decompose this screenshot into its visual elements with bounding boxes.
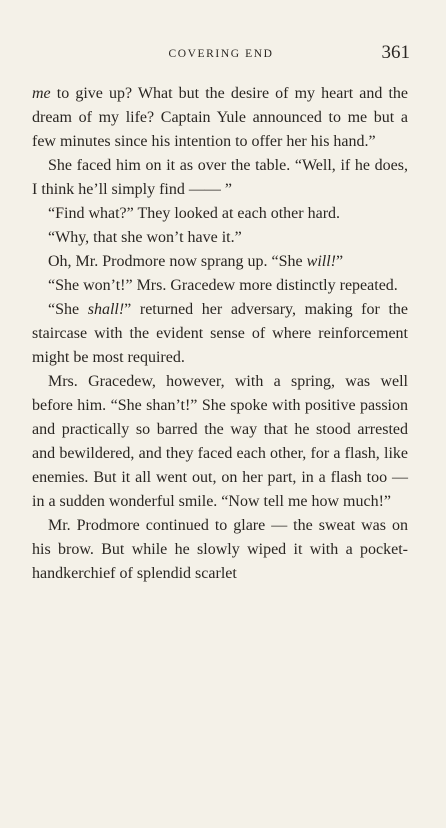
text-run: “She won’t!” Mrs. Gracedew more distinctly repeated. xyxy=(48,277,398,294)
text-run: Mrs. Gracedew, however, with a spring, was well before him. “She shan’t!” She spoke with positive passion and practically so barred the way that he stood arrested and bewildered, and they faced each other, for a flash, like enemies. But it all went out, on her part, in a flash too — in a sudden wonderful smile. “Now tell me how much!” xyxy=(32,373,408,510)
paragraph xyxy=(32,250,408,274)
paragraph xyxy=(32,370,408,514)
paragraph xyxy=(32,82,408,154)
paragraph xyxy=(32,274,408,298)
text-run: “Find what?” They looked at each other hard. xyxy=(48,205,341,222)
page-header xyxy=(32,42,410,66)
body-text xyxy=(32,82,408,586)
page-number: 361 xyxy=(381,42,410,63)
italic-text: shall! xyxy=(87,301,125,318)
text-run: ” xyxy=(335,253,344,270)
paragraph xyxy=(32,514,408,586)
paragraph xyxy=(32,202,408,226)
paragraph xyxy=(32,298,408,370)
text-run: “She xyxy=(48,301,88,318)
paragraph xyxy=(32,226,408,250)
text-run: to give up? What but the desire of my heart and the dream of my life? Captain Yule announced to me but a few minutes since his intention to offer her his hand.” xyxy=(32,85,408,150)
text-run: ” returned her adversary, making for the staircase with the evident sense of where reinforcement might be most required. xyxy=(32,301,408,366)
text-run: “Why, that she won’t have it.” xyxy=(48,229,242,246)
running-title: COVERING END xyxy=(168,48,274,60)
paragraph xyxy=(32,154,408,202)
text-run: She faced him on it as over the table. “Well, if he does, I think he’ll simply find —— ” xyxy=(32,157,408,198)
text-run: Oh, Mr. Prodmore now sprang up. “She xyxy=(48,253,307,270)
italic-text: me xyxy=(32,85,51,102)
italic-text: will! xyxy=(306,253,336,270)
text-run: Mr. Prodmore continued to glare — the sweat was on his brow. But while he slowly wiped it with a pocket-handkerchief of splendid scarlet xyxy=(32,517,408,582)
